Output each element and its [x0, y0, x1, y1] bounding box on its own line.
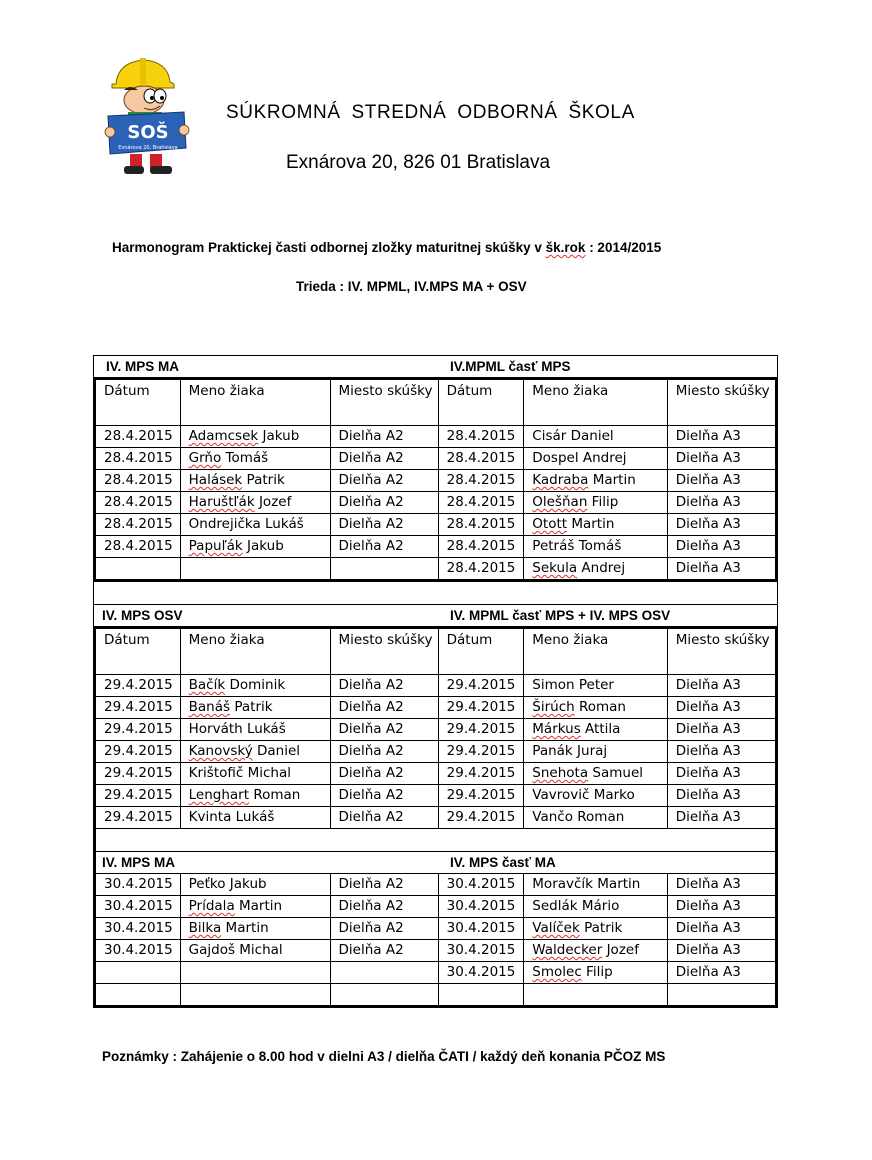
table-row — [95, 470, 777, 492]
exam-place-cell: Dielňa A3 — [667, 896, 776, 918]
table-row — [95, 426, 777, 448]
date-cell: 29.4.2015 — [95, 675, 181, 697]
student-name: Márkus Attila — [532, 721, 621, 737]
schedule-table-30-4 — [93, 873, 778, 1008]
student-name: Moravčík Martin — [532, 876, 641, 892]
exam-place-cell: Dielňa A3 — [667, 962, 776, 984]
student-name-cell — [524, 536, 667, 558]
exam-place-cell — [330, 558, 438, 581]
student-name-cell — [180, 984, 330, 1007]
student-name-cell — [524, 558, 667, 581]
student-name-cell — [524, 763, 667, 785]
date-cell: 30.4.2015 — [95, 940, 181, 962]
student-name: Waldecker Jozef — [532, 942, 639, 958]
date-cell: 28.4.2015 — [438, 536, 524, 558]
col-place: Miesto skúšky — [667, 628, 776, 675]
exam-place-cell: Dielňa A2 — [330, 741, 438, 763]
student-name: Vančo Roman — [532, 809, 625, 825]
spacer-row — [93, 582, 778, 604]
student-name-cell — [524, 962, 667, 984]
table-row — [95, 807, 777, 829]
class-line: Trieda : IV. MPML, IV.MPS MA + OSV — [296, 279, 527, 294]
col-place: Miesto skúšky — [667, 379, 776, 426]
table-row — [95, 558, 777, 581]
student-name: Širúch Roman — [532, 699, 626, 715]
student-name: Kanovský Daniel — [188, 743, 301, 759]
date-cell — [95, 558, 181, 581]
col-place: Miesto skúšky — [330, 628, 438, 675]
exam-place-cell: Dielňa A2 — [330, 719, 438, 741]
student-name: Adamcsek Jakub — [188, 428, 300, 444]
col-name: Meno žiaka — [524, 628, 667, 675]
student-name-cell — [180, 470, 330, 492]
student-name-cell — [180, 448, 330, 470]
student-name: Vavrovič Marko — [532, 787, 635, 803]
student-name: Gajdoš Michal — [188, 942, 283, 958]
student-name: Prídala Martin — [188, 898, 283, 914]
student-name-cell — [180, 940, 330, 962]
section-right-title: IV. MPS časť MA — [450, 855, 556, 870]
section-left-title: IV. MPS MA — [102, 855, 176, 870]
date-cell: 29.4.2015 — [438, 741, 524, 763]
student-name-cell — [180, 492, 330, 514]
school-address: Exnárova 20, 826 01 Bratislava — [286, 152, 551, 173]
exam-place-cell: Dielňa A2 — [330, 918, 438, 940]
student-name-cell — [524, 940, 667, 962]
svg-text:Exnárova 20, Bratislava: Exnárova 20, Bratislava — [118, 145, 178, 151]
table-row — [95, 448, 777, 470]
date-cell: 28.4.2015 — [95, 514, 181, 536]
date-cell: 28.4.2015 — [438, 448, 524, 470]
student-name: Valíček Patrik — [532, 920, 623, 936]
date-cell: 29.4.2015 — [438, 807, 524, 829]
exam-place-cell: Dielňa A2 — [330, 492, 438, 514]
exam-place-cell: Dielňa A3 — [667, 874, 776, 896]
student-name-cell — [180, 558, 330, 581]
date-cell: 30.4.2015 — [438, 940, 524, 962]
exam-place-cell: Dielňa A2 — [330, 426, 438, 448]
schedule-table-29-4 — [93, 626, 778, 829]
exam-place-cell: Dielňa A2 — [330, 470, 438, 492]
table-row — [95, 918, 777, 940]
student-name: Smolec Filip — [532, 964, 613, 980]
date-cell: 30.4.2015 — [95, 896, 181, 918]
exam-place-cell: Dielňa A3 — [667, 492, 776, 514]
exam-place-cell: Dielňa A3 — [667, 763, 776, 785]
exam-place-cell: Dielňa A2 — [330, 874, 438, 896]
date-cell — [95, 984, 181, 1007]
student-name-cell — [180, 426, 330, 448]
student-name-cell — [180, 514, 330, 536]
schedule-title — [112, 240, 661, 255]
student-name-cell — [180, 807, 330, 829]
student-name-cell — [180, 918, 330, 940]
exam-place-cell: Dielňa A2 — [330, 536, 438, 558]
exam-place-cell: Dielňa A3 — [667, 918, 776, 940]
column-header-row — [95, 379, 777, 426]
student-name: Cisár Daniel — [532, 428, 614, 444]
student-name: Krištofič Michal — [188, 765, 291, 781]
table-row — [95, 675, 777, 697]
exam-place-cell: Dielňa A3 — [667, 697, 776, 719]
exam-place-cell: Dielňa A3 — [667, 558, 776, 581]
date-cell: 30.4.2015 — [438, 896, 524, 918]
schedule-title-prefix: Harmonogram Praktickej časti odbornej zložky maturitnej skúšky v — [112, 240, 546, 255]
column-header-row — [95, 628, 777, 675]
student-name: Simon Peter — [532, 677, 614, 693]
student-name: Grňo Tomáš — [188, 450, 269, 466]
date-cell: 29.4.2015 — [438, 697, 524, 719]
exam-place-cell — [667, 984, 776, 1007]
table-row — [95, 984, 777, 1007]
student-name-cell — [524, 719, 667, 741]
date-cell: 28.4.2015 — [438, 492, 524, 514]
date-cell: 28.4.2015 — [95, 448, 181, 470]
student-name: Peťko Jakub — [188, 876, 267, 892]
col-date: Dátum — [438, 379, 524, 426]
date-cell: 29.4.2015 — [95, 719, 181, 741]
date-cell: 30.4.2015 — [438, 874, 524, 896]
student-name: Sekula Andrej — [532, 560, 626, 576]
student-name-cell — [180, 741, 330, 763]
exam-schedule — [93, 355, 778, 1008]
student-name: Halásek Patrik — [188, 472, 285, 488]
date-cell: 29.4.2015 — [438, 675, 524, 697]
school-name: SÚKROMNÁ STREDNÁ ODBORNÁ ŠKOLA — [226, 102, 635, 123]
table-row — [95, 785, 777, 807]
exam-place-cell: Dielňa A3 — [667, 940, 776, 962]
student-name: Bačík Dominik — [188, 677, 286, 693]
section-header — [93, 604, 778, 626]
date-cell: 28.4.2015 — [438, 558, 524, 581]
school-year: : 2014/2015 — [585, 240, 662, 255]
col-date: Dátum — [95, 628, 181, 675]
date-cell: 28.4.2015 — [95, 470, 181, 492]
exam-place-cell: Dielňa A2 — [330, 807, 438, 829]
student-name-cell — [524, 492, 667, 514]
date-cell: 29.4.2015 — [95, 741, 181, 763]
exam-place-cell: Dielňa A3 — [667, 719, 776, 741]
date-cell: 29.4.2015 — [438, 763, 524, 785]
col-name: Meno žiaka — [180, 379, 330, 426]
student-name-cell — [180, 962, 330, 984]
section-right-title: IV.MPML časť MPS — [450, 359, 571, 374]
exam-place-cell: Dielňa A3 — [667, 807, 776, 829]
date-cell: 30.4.2015 — [438, 962, 524, 984]
date-cell — [438, 984, 524, 1007]
date-cell: 29.4.2015 — [438, 785, 524, 807]
date-cell: 28.4.2015 — [95, 426, 181, 448]
date-cell: 30.4.2015 — [95, 874, 181, 896]
section-left-title: IV. MPS OSV — [102, 608, 183, 623]
exam-place-cell — [330, 984, 438, 1007]
exam-place-cell: Dielňa A3 — [667, 514, 776, 536]
student-name-cell — [524, 807, 667, 829]
svg-text:SOŠ: SOŠ — [127, 122, 169, 143]
date-cell: 28.4.2015 — [95, 492, 181, 514]
table-row — [95, 492, 777, 514]
student-name-cell — [524, 896, 667, 918]
student-name-cell — [180, 763, 330, 785]
exam-place-cell: Dielňa A3 — [667, 426, 776, 448]
exam-place-cell: Dielňa A3 — [667, 448, 776, 470]
student-name-cell — [524, 918, 667, 940]
table-row — [95, 536, 777, 558]
table-row — [95, 896, 777, 918]
col-date: Dátum — [438, 628, 524, 675]
date-cell: 30.4.2015 — [438, 918, 524, 940]
school-year-abbrev: šk.rok — [545, 240, 586, 255]
student-name: Petráš Tomáš — [532, 538, 622, 554]
exam-place-cell: Dielňa A2 — [330, 697, 438, 719]
student-name: Kvinta Lukáš — [188, 809, 275, 825]
student-name-cell — [524, 470, 667, 492]
col-name: Meno žiaka — [524, 379, 667, 426]
col-name: Meno žiaka — [180, 628, 330, 675]
date-cell: 28.4.2015 — [438, 426, 524, 448]
exam-place-cell: Dielňa A2 — [330, 448, 438, 470]
student-name: Papuľák Jakub — [188, 538, 284, 554]
section-right-title: IV. MPML časť MPS + IV. MPS OSV — [450, 608, 671, 623]
date-cell: 29.4.2015 — [438, 719, 524, 741]
date-cell: 29.4.2015 — [95, 785, 181, 807]
schedule-table-28-4 — [93, 377, 778, 582]
student-name-cell — [524, 984, 667, 1007]
student-name-cell — [180, 536, 330, 558]
student-name-cell — [180, 675, 330, 697]
exam-place-cell: Dielňa A2 — [330, 514, 438, 536]
date-cell: 28.4.2015 — [438, 470, 524, 492]
student-name: Horváth Lukáš — [188, 721, 286, 737]
student-name: Snehota Samuel — [532, 765, 644, 781]
exam-place-cell: Dielňa A2 — [330, 896, 438, 918]
student-name-cell — [180, 874, 330, 896]
exam-place-cell: Dielňa A2 — [330, 940, 438, 962]
student-name-cell — [524, 697, 667, 719]
student-name: Olešňan Filip — [532, 494, 619, 510]
date-cell: 29.4.2015 — [95, 697, 181, 719]
exam-place-cell: Dielňa A2 — [330, 785, 438, 807]
student-name: Otott Martin — [532, 516, 615, 532]
spacer-row — [93, 829, 778, 851]
exam-place-cell: Dielňa A3 — [667, 470, 776, 492]
student-name-cell — [180, 785, 330, 807]
exam-place-cell: Dielňa A3 — [667, 785, 776, 807]
exam-place-cell — [330, 962, 438, 984]
table-row — [95, 741, 777, 763]
student-name-cell — [524, 448, 667, 470]
section-left-title: IV. MPS MA — [106, 359, 180, 374]
exam-place-cell: Dielňa A3 — [667, 675, 776, 697]
date-cell: 29.4.2015 — [95, 763, 181, 785]
student-name: Lenghart Roman — [188, 787, 301, 803]
student-name: Dospel Andrej — [532, 450, 627, 466]
student-name: Haruštľák Jozef — [188, 494, 292, 510]
student-name-cell — [524, 874, 667, 896]
table-row — [95, 940, 777, 962]
exam-place-cell: Dielňa A3 — [667, 741, 776, 763]
date-cell: 28.4.2015 — [95, 536, 181, 558]
worker-mascot-icon — [104, 56, 190, 178]
footer-note: Poznámky : Zahájenie o 8.00 hod v dielni A3 / dielňa ČATI / každý deň konania PČOZ MS — [102, 1049, 666, 1064]
exam-place-cell: Dielňa A2 — [330, 675, 438, 697]
student-name-cell — [524, 426, 667, 448]
student-name-cell — [524, 514, 667, 536]
table-row — [95, 874, 777, 896]
student-name-cell — [524, 675, 667, 697]
table-row — [95, 962, 777, 984]
table-row — [95, 514, 777, 536]
school-logo — [104, 56, 190, 178]
exam-place-cell: Dielňa A3 — [667, 536, 776, 558]
student-name-cell — [524, 741, 667, 763]
student-name: Panák Juraj — [532, 743, 608, 759]
date-cell: 29.4.2015 — [95, 807, 181, 829]
section-header — [93, 355, 778, 377]
student-name-cell — [524, 785, 667, 807]
student-name: Ondrejička Lukáš — [188, 516, 304, 532]
table-row — [95, 763, 777, 785]
col-date: Dátum — [95, 379, 181, 426]
student-name-cell — [180, 697, 330, 719]
date-cell: 30.4.2015 — [95, 918, 181, 940]
table-row — [95, 697, 777, 719]
student-name: Banáš Patrik — [188, 699, 273, 715]
col-place: Miesto skúšky — [330, 379, 438, 426]
date-cell — [95, 962, 181, 984]
student-name: Kadraba Martin — [532, 472, 636, 488]
table-row — [95, 719, 777, 741]
date-cell: 28.4.2015 — [438, 514, 524, 536]
student-name-cell — [180, 719, 330, 741]
section-header — [93, 851, 778, 873]
exam-place-cell: Dielňa A2 — [330, 763, 438, 785]
student-name-cell — [180, 896, 330, 918]
student-name: Bilka Martin — [188, 920, 269, 936]
student-name: Sedlák Mário — [532, 898, 620, 914]
